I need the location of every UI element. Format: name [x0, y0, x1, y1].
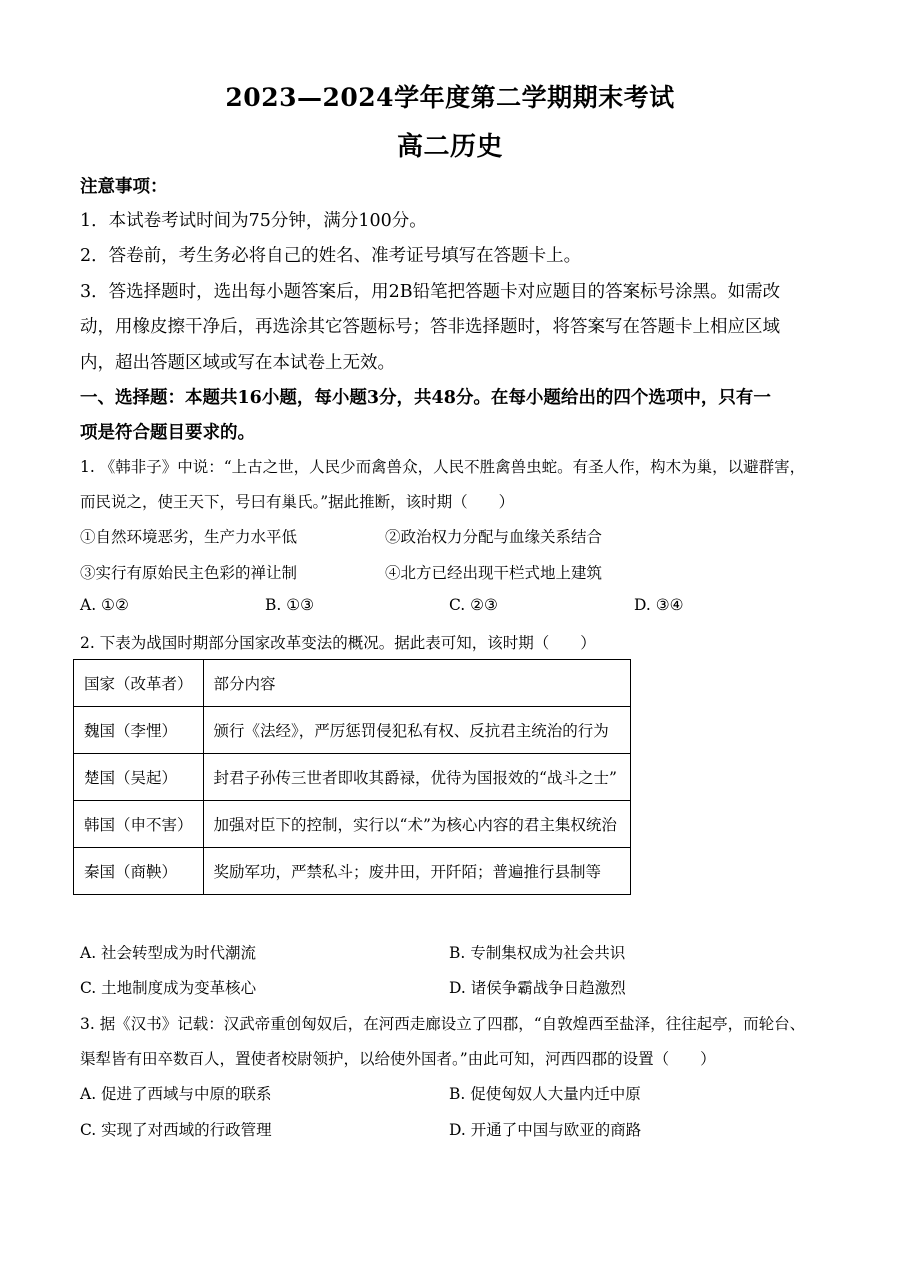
table-header-cell: 国家（改革者） [74, 660, 204, 707]
table-header-row [74, 660, 631, 707]
table-row [74, 801, 631, 848]
q3-stem-line-2: 渠犁皆有田卒数百人，置使者校尉领护，以给使外国者。”由此可知，河西四郡的设置（ ） [80, 1050, 716, 1068]
notice-item-2: 2．答卷前，考生务必将自己的姓名、准考证号填写在答题卡上。 [80, 246, 582, 266]
q3-option-c[interactable]: C. 实现了对西域的行政管理 [80, 1121, 272, 1139]
table-cell: 魏国（李悝） [74, 707, 204, 754]
notice-item-3-line-2: 动，用橡皮擦干净后，再选涂其它答题标号；答非选择题时，将答案写在答题卡上相应区域 [80, 317, 780, 337]
q1-stem-line-2: 而民说之，使王天下，号曰有巢氏。”据此推断，该时期（ ） [80, 493, 515, 511]
notice-heading: 注意事项： [80, 177, 168, 197]
section-1-heading-line-1: 一、选择题：本题共16小题，每小题3分，共48分。在每小题给出的四个选项中，只有一 [80, 388, 771, 408]
notice-item-1: 1．本试卷考试时间为75分钟，满分100分。 [80, 211, 427, 231]
q1-statement-2: ②政治权力分配与血缘关系结合 [385, 528, 603, 546]
notice-item-3-line-1: 3．答选择题时，选出每小题答案后，用2B铅笔把答题卡对应题目的答案标号涂黑。如需改 [80, 282, 781, 302]
table-header-cell: 部分内容 [203, 660, 630, 707]
q2-option-d[interactable]: D. 诸侯争霸战争日趋激烈 [449, 979, 626, 997]
q3-stem-line-1: 3. 据《汉书》记载：汉武帝重创匈奴后，在河西走廊设立了四郡，“自敦煌西至盐泽，往往起亭，而轮台、 [80, 1015, 806, 1033]
q1-option-c[interactable]: C. ②③ [449, 596, 498, 614]
q1-option-b[interactable]: B. ①③ [265, 596, 315, 614]
q3-option-a[interactable]: A. 促进了西域与中原的联系 [80, 1085, 272, 1103]
exam-title: 2023—2024学年度第二学期期末考试 [225, 83, 675, 112]
table-cell: 加强对臣下的控制，实行以“术”为核心内容的君主集权统治 [203, 801, 630, 848]
q1-statement-4: ④北方已经出现干栏式地上建筑 [385, 564, 603, 582]
reform-table [73, 659, 631, 895]
q3-option-b[interactable]: B. 促使匈奴人大量内迁中原 [449, 1085, 641, 1103]
table-cell: 韩国（申不害） [74, 801, 204, 848]
table-cell: 楚国（吴起） [74, 754, 204, 801]
q3-option-d[interactable]: D. 开通了中国与欧亚的商路 [449, 1121, 642, 1139]
table-cell: 秦国（商鞅） [74, 848, 204, 895]
q1-option-d[interactable]: D. ③④ [634, 596, 684, 614]
table-row [74, 848, 631, 895]
section-1-heading-line-2: 项是符合题目要求的。 [80, 423, 255, 443]
table-row [74, 754, 631, 801]
table-cell: 封君子孙传三世者即收其爵禄，优待为国报效的“战斗之士” [203, 754, 630, 801]
q2-stem: 2. 下表为战国时期部分国家改革变法的概况。据此表可知，该时期（ ） [80, 634, 596, 652]
table-cell: 颁行《法经》，严厉惩罚侵犯私有权、反抗君主统治的行为 [203, 707, 630, 754]
q1-statement-3: ③实行有原始民主色彩的禅让制 [80, 564, 298, 582]
q2-option-c[interactable]: C. 土地制度成为变革核心 [80, 979, 257, 997]
q2-option-b[interactable]: B. 专制集权成为社会共识 [449, 944, 626, 962]
q1-statement-1: ①自然环境恶劣，生产力水平低 [80, 528, 298, 546]
subject-title: 高二历史 [396, 132, 503, 162]
notice-item-3-line-3: 内，超出答题区域或写在本试卷上无效。 [80, 353, 395, 373]
table-cell: 奖励军功，严禁私斗；废井田，开阡陌；普遍推行县制等 [203, 848, 630, 895]
q1-option-a[interactable]: A. ①② [80, 596, 129, 614]
q1-stem-line-1: 1. 《韩非子》中说：“上古之世，人民少而禽兽众，人民不胜禽兽虫蛇。有圣人作，构木为巢，以避群害， [80, 458, 806, 476]
table-row [74, 707, 631, 754]
q2-option-a[interactable]: A. 社会转型成为时代潮流 [80, 944, 257, 962]
